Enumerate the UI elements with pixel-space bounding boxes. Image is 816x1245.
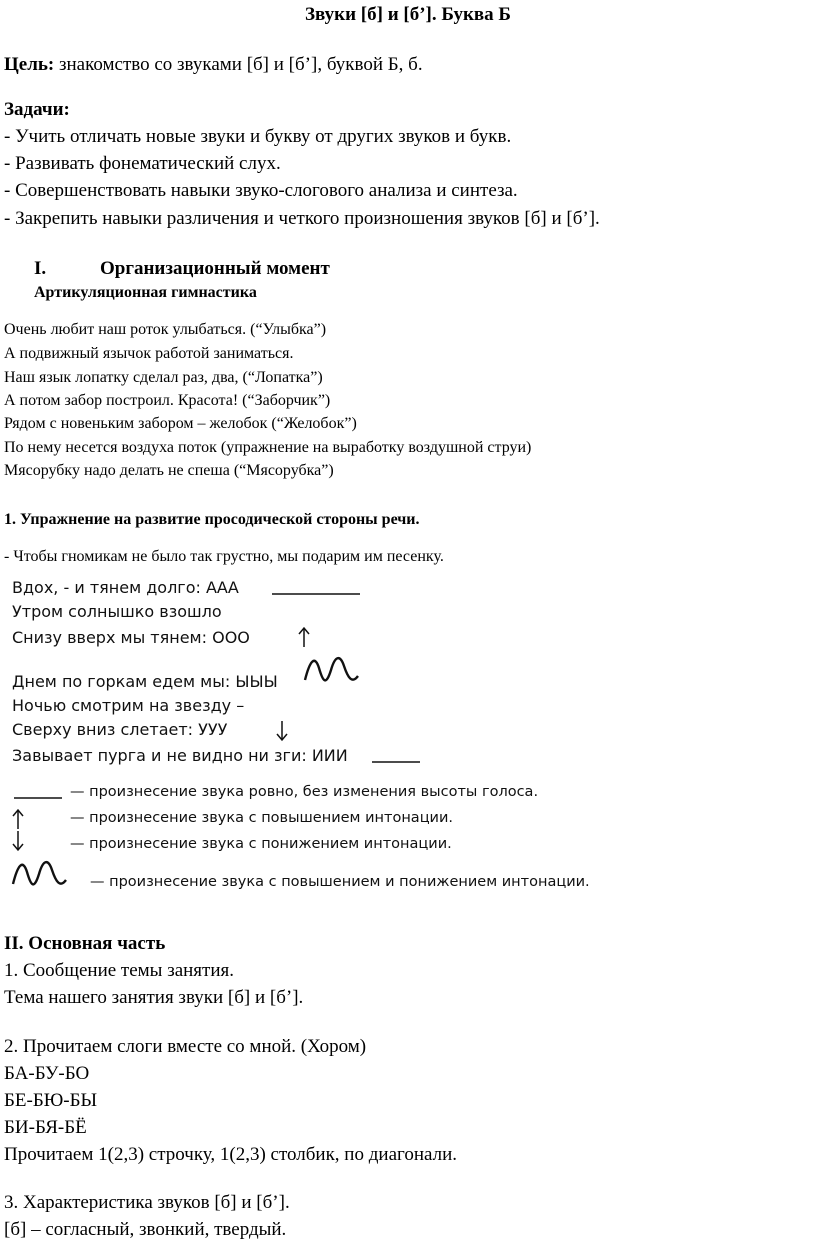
- song-line: Днем по горкам едем мы: ЫЫЫ: [12, 672, 278, 691]
- arrow-down-icon: [274, 720, 290, 742]
- tasks-label: Задачи:: [4, 99, 70, 120]
- poem-line: Мясорубку надо делать не спеша (“Мясорубка”): [4, 462, 334, 479]
- poem-line: Очень любит наш роток улыбаться. (“Улыбка”): [4, 321, 327, 338]
- goal-text: знакомство со звуками [б] и [б’], буквой Б, б.: [54, 54, 423, 75]
- task-item: - Закрепить навыки различения и четкого произношения звуков [б] и [б’].: [4, 208, 600, 229]
- legend-item: — произнесение звука с понижением интонации.: [70, 836, 452, 852]
- syllable-row: БА-БУ-БО: [4, 1063, 90, 1084]
- poem-line: Наш язык лопатку сделал раз, два, (“Лопатка”): [4, 369, 323, 386]
- section2-line: Прочитаем 1(2,3) строчку, 1(2,3) столбик, по диагонали.: [4, 1144, 457, 1165]
- song-image: [8, 574, 668, 904]
- section2-line: Тема нашего занятия звуки [б] и [б’].: [4, 987, 304, 1008]
- flat-line-icon: [12, 792, 64, 800]
- song-line: Завывает пурга и не видно ни зги: ИИИ: [12, 746, 348, 765]
- song-line: Утром солнышко взошло: [12, 602, 222, 621]
- legend-item: — произнесение звука с повышением и понижением интонации.: [90, 874, 590, 890]
- song-line: Ночью смотрим на звезду –: [12, 696, 245, 715]
- arrow-down-icon: [10, 830, 26, 852]
- section1-heading: Организационный момент: [100, 258, 330, 279]
- flat-line-icon: [270, 588, 362, 596]
- goal-label: Цель:: [4, 54, 55, 75]
- task-item: - Учить отличать новые звуки и букву от других звуков и букв.: [4, 126, 512, 147]
- wave-icon: [302, 650, 362, 690]
- task-item: - Совершенствовать навыки звуко-слогового анализа и синтеза.: [4, 180, 518, 201]
- syllable-row: БЕ-БЮ-БЫ: [4, 1090, 98, 1111]
- poem-line: По нему несется воздуха поток (упражнение на выработку воздушной струи): [4, 439, 532, 456]
- arrow-up-icon: [10, 808, 26, 830]
- section1-subheading: Артикуляционная гимнастика: [34, 284, 257, 301]
- task-item: - Развивать фонематический слух.: [4, 153, 281, 174]
- poem-line: А потом забор построил. Красота! (“Заборчик”): [4, 392, 331, 409]
- page-title: Звуки [б] и [б’]. Буква Б: [305, 4, 511, 25]
- section2-heading: II. Основная часть: [4, 933, 166, 954]
- legend-item: — произнесение звука ровно, без изменения высоты голоса.: [70, 784, 539, 800]
- section2-line: 3. Характеристика звуков [б] и [б’].: [4, 1192, 290, 1213]
- legend-item: — произнесение звука с повышением интонации.: [70, 810, 454, 826]
- flat-line-icon: [370, 756, 422, 764]
- section2-line: 2. Прочитаем слоги вместе со мной. (Хором): [4, 1036, 367, 1057]
- section1-number: I.: [34, 258, 47, 279]
- poem-line: А подвижный язычок работой заниматься.: [4, 345, 294, 362]
- poem-line: Рядом с новеньким забором – желобок (“Желобок”): [4, 415, 357, 432]
- exercise-heading: 1. Упражнение на развитие просодической стороны речи.: [4, 511, 420, 528]
- syllable-row: БИ-БЯ-БЁ: [4, 1117, 87, 1138]
- goal-line: [4, 52, 423, 78]
- song-line: Сверху вниз слетает: УУУ: [12, 720, 228, 739]
- song-line: Вдох, - и тянем долго: ААА: [12, 578, 239, 597]
- wave-icon: [10, 854, 70, 894]
- section2-line: [б] – согласный, звонкий, твердый.: [4, 1219, 287, 1240]
- exercise-intro: - Чтобы гномикам не было так грустно, мы подарим им песенку.: [4, 548, 444, 565]
- song-line: Снизу вверх мы тянем: ООО: [12, 628, 250, 647]
- section2-line: 1. Сообщение темы занятия.: [4, 960, 235, 981]
- arrow-up-icon: [296, 626, 312, 648]
